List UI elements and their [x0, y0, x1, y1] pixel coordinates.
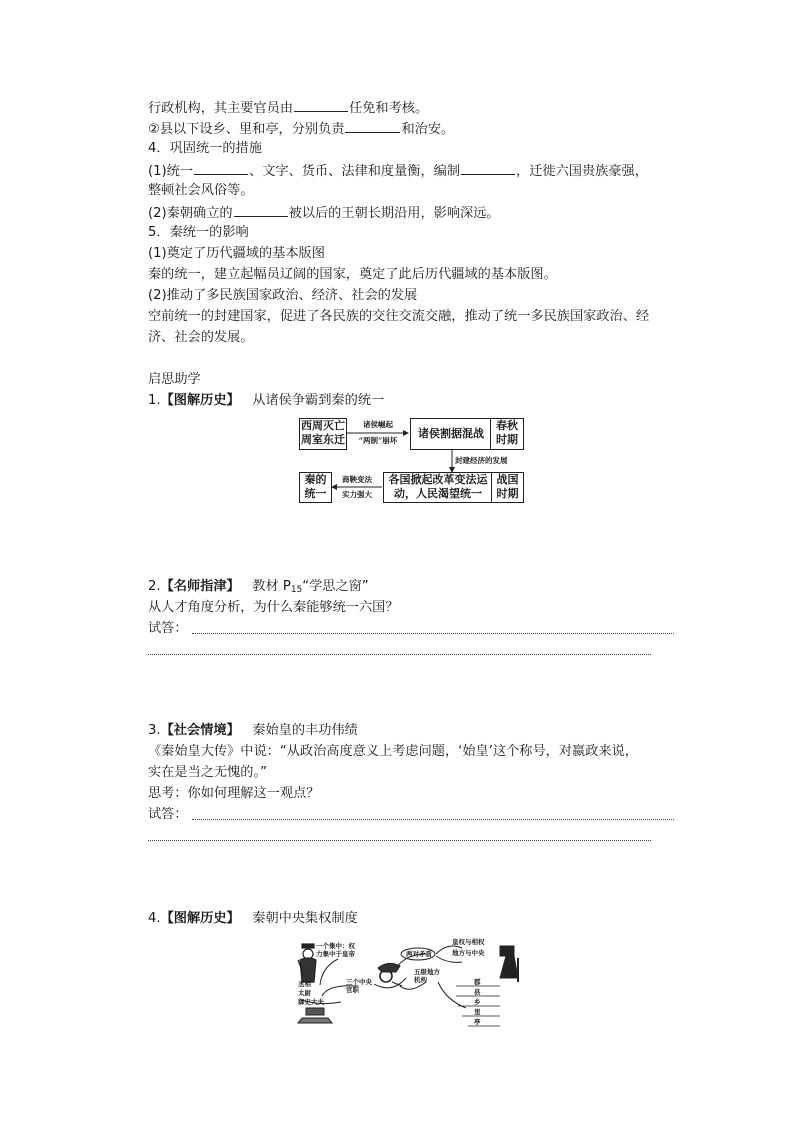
text-line-5: 整顿社会风俗等。: [148, 183, 254, 198]
fill-blank: [345, 119, 400, 133]
fill-blank: [234, 203, 288, 217]
level-village: 里: [474, 1008, 481, 1016]
heading-impact: 5．秦统一的影响: [148, 225, 249, 240]
fill-blank: [194, 161, 248, 175]
emperor-figure-icon: [298, 944, 316, 982]
diagram-centralization: [296, 938, 528, 1030]
chariot-icon: [378, 963, 402, 986]
fill-blank: [461, 161, 515, 175]
text-line-8: (1)奠定了历代疆域的基本版图: [148, 246, 325, 261]
fill-blank: [294, 98, 348, 112]
box-qin-unification: 秦的 统一: [299, 472, 332, 503]
box-spring-autumn: 春秋 时期: [490, 418, 524, 450]
seal-icon: [298, 1008, 332, 1023]
box-warring-states: 战国 时期: [491, 472, 524, 503]
box-warlord-chaos: 诸侯割据混战: [410, 418, 492, 450]
arrow-label: “两制”崩坏: [358, 436, 398, 445]
text-line-10: (2)推动了多民族国家政治、经济、社会的发展: [148, 288, 418, 303]
label-five-levels: 五级地方 机构: [414, 968, 440, 984]
text-line-11: 空前统一的封建国家，促进了各民族的交往交流交融，推动了统一多民族国家政治、经: [148, 309, 650, 324]
level-commandery: 郡: [474, 978, 481, 986]
q2-heading: 2.【名师指津】 教材 $P_{15}“$学思之窗”: [148, 579, 369, 595]
official-figure-icon: [500, 946, 518, 982]
q2-question: 从人才角度分析，为什么秦能够统一六国？: [148, 600, 399, 615]
arrow-label: 实力强大: [342, 490, 372, 499]
text-line-12: 济、社会的发展。: [148, 330, 254, 345]
q3-heading: 3.【社会情境】 秦始皇的丰功伟绩: [148, 723, 358, 738]
label-chancellor: 丞相: [298, 980, 311, 988]
q3-question: 思考：你如何理解这一观点？: [148, 786, 320, 801]
q1-heading: 1.【图解历史】 从诸侯争霸到秦的统一: [148, 393, 385, 408]
q2-answer-label: 试答：: [148, 621, 188, 636]
label-two-contradictions: 两对矛盾: [406, 950, 432, 958]
text-line-6: (2)秦朝确立的 被以后的王朝长期沿用，影响深远。: [148, 203, 500, 223]
box-western-zhou: 西周灭亡 周室东迁: [299, 418, 347, 450]
arrow-label: 封建经济的发展: [455, 456, 508, 465]
label-centralization: 一个集中：权 力集中于皇帝: [316, 942, 355, 958]
answer-line[interactable]: [148, 654, 651, 655]
text-line-1: 行政机构，其主要官员由 任免和考核。: [148, 98, 428, 118]
text-line-4: (1)统一 、文字、货币、法律和度量衡，编制 ，迁徙六国贵族豪强，: [148, 161, 648, 181]
label-three-offices: 三个中央 官职: [346, 978, 372, 994]
label-grand-commandant: 太尉: [298, 989, 311, 997]
level-county: 县: [474, 988, 481, 996]
arrow-label: 诸侯崛起: [363, 420, 393, 429]
answer-line[interactable]: [148, 840, 651, 841]
heading-consolidation: 4．巩固统一的措施: [148, 141, 262, 156]
label-contradiction-pairs: 皇权与相权 地方与中央: [452, 938, 485, 957]
text-line-2: ②县以下设乡、里和亭，分别负责 和治安。: [148, 119, 454, 139]
answer-line[interactable]: [192, 819, 674, 820]
q3-quote-line1: 《秦始皇大传》中说：“从政治高度意义上考虑问题，‘始皇’这个称号，对嬴政来说，: [148, 744, 638, 759]
level-township: 乡: [474, 998, 481, 1006]
text-line-9: 秦的统一，建立起幅员辽阔的国家，奠定了此后历代疆域的基本版图。: [148, 267, 557, 282]
answer-line[interactable]: [192, 633, 674, 634]
box-reform: 各国掀起改革变法运 动，人民渴望统一: [383, 472, 493, 503]
section-title: 启思助学: [148, 372, 201, 387]
q3-answer-label: 试答：: [148, 807, 188, 822]
label-censor: 御史大夫: [298, 998, 324, 1006]
q3-quote-line2: 实在是当之无愧的。”: [148, 765, 267, 780]
level-ting: 亭: [474, 1018, 481, 1026]
q4-heading: 4.【图解历史】 秦朝中央集权制度: [148, 911, 358, 926]
arrow-label: 商鞅变法: [342, 475, 372, 484]
